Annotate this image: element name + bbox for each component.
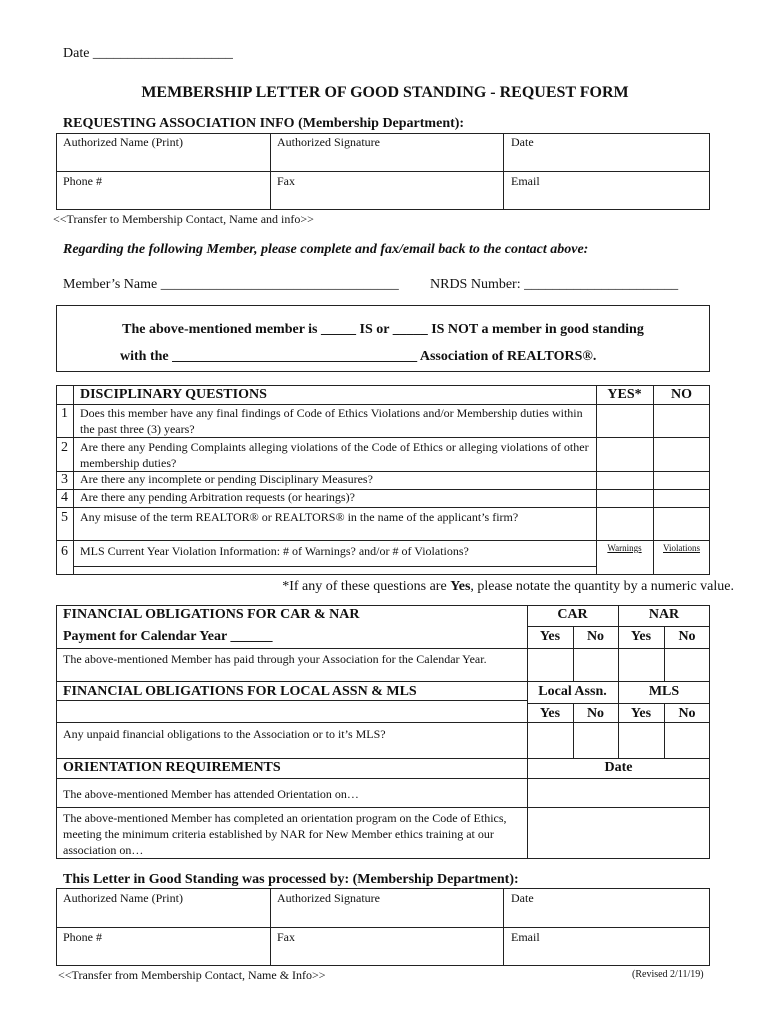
warnings-field[interactable]: Warnings: [607, 543, 642, 553]
local-yes-header: Yes: [539, 706, 561, 721]
orientation-heading: ORIENTATION REQUIREMENTS: [63, 760, 281, 775]
car-column-header: CAR: [557, 607, 588, 622]
email-field[interactable]: Email: [511, 174, 540, 188]
nrds-number-field[interactable]: NRDS Number: ______________________: [430, 277, 679, 292]
good-standing-line-1[interactable]: The above-mentioned member is _____ IS or _____ IS NOT a member in good standing: [122, 322, 644, 337]
good-standing-line-2[interactable]: with the ___________________________________ Association of REALTORS®.: [120, 349, 597, 364]
mls-yes-header: Yes: [630, 706, 652, 721]
local-assn-column-header: Local Assn.: [538, 684, 607, 699]
transfer-from-note: <<Transfer from Membership Contact, Name & Info>>: [58, 968, 326, 982]
question-text: Are there any Pending Complaints alleging violations of the Code of Ethics or alleging violations of other membership duties?: [80, 440, 589, 470]
revised-date: (Revised 2/11/19): [632, 969, 704, 980]
question-number: 3: [61, 472, 68, 487]
phone-field[interactable]: Phone #: [63, 174, 102, 188]
mls-no-header: No: [678, 706, 696, 721]
nar-no-header: No: [678, 629, 696, 644]
processed-by-heading: This Letter in Good Standing was processed by: (Membership Department):: [63, 872, 519, 887]
financial-car-nar-heading: FINANCIAL OBLIGATIONS FOR CAR & NAR: [63, 607, 360, 622]
disciplinary-footnote: *If any of these questions are Yes, please notate the quantity by a numeric value.: [282, 579, 734, 594]
processed-date-field[interactable]: Date: [511, 891, 534, 905]
date-field[interactable]: Date: [511, 135, 534, 149]
question-text: Are there any incomplete or pending Disciplinary Measures?: [80, 472, 373, 486]
authorized-signature-field[interactable]: Authorized Signature: [277, 135, 380, 149]
processed-email-field[interactable]: Email: [511, 930, 540, 944]
car-no-header: No: [586, 629, 605, 644]
question-number: 6: [61, 544, 68, 559]
attended-orientation-text: The above-mentioned Member has attended Orientation on…: [63, 787, 359, 801]
member-name-field[interactable]: Member’s Name __________________________________: [63, 277, 399, 292]
processed-authorized-signature-field[interactable]: Authorized Signature: [277, 891, 380, 905]
form-title: MEMBERSHIP LETTER OF GOOD STANDING - REQUEST FORM: [141, 84, 629, 101]
no-column-header: NO: [671, 387, 692, 402]
question-text: MLS Current Year Violation Information: # of Warnings? and/or # of Violations?: [80, 544, 469, 558]
payment-calendar-year-field[interactable]: Payment for Calendar Year ______: [63, 629, 273, 644]
question-number: 5: [61, 510, 68, 525]
disciplinary-heading: DISCIPLINARY QUESTIONS: [80, 387, 267, 402]
question-number: 1: [61, 406, 68, 421]
regarding-instruction: Regarding the following Member, please complete and fax/email back to the contact above:: [63, 242, 589, 257]
question-text: Are there any pending Arbitration requests (or hearings)?: [80, 490, 355, 504]
transfer-note: <<Transfer to Membership Contact, Name and info>>: [53, 212, 314, 226]
yes-column-header: YES*: [607, 387, 642, 402]
processed-phone-field[interactable]: Phone #: [63, 930, 102, 944]
question-text: Does this member have any final findings of Code of Ethics Violations and/or Membership duties within the past three (3) years?: [80, 406, 583, 436]
unpaid-obligations-text: Any unpaid financial obligations to the Association or to it’s MLS?: [63, 727, 386, 741]
car-yes-header: Yes: [539, 629, 561, 644]
date-line[interactable]: Date ____________________: [63, 46, 233, 61]
ethics-orientation-text: The above-mentioned Member has completed an orientation program on the Code of Ethics, meeting the minimum criteria established by NAR for New Member ethics training at our association on…: [63, 811, 507, 857]
question-text: Any misuse of the term REALTOR® or REALTORS® in the name of the applicant’s firm?: [80, 510, 519, 524]
violations-field[interactable]: Violations: [663, 543, 700, 553]
requesting-heading: REQUESTING ASSOCIATION INFO (Membership Department):: [63, 116, 465, 131]
local-no-header: No: [586, 706, 605, 721]
processed-authorized-name-field[interactable]: Authorized Name (Print): [63, 891, 183, 905]
nar-yes-header: Yes: [630, 629, 652, 644]
orientation-date-header: Date: [604, 760, 633, 775]
financial-local-mls-heading: FINANCIAL OBLIGATIONS FOR LOCAL ASSN & MLS: [63, 684, 417, 699]
question-number: 2: [61, 440, 68, 455]
fax-field[interactable]: Fax: [277, 174, 295, 188]
authorized-name-field[interactable]: Authorized Name (Print): [63, 135, 183, 149]
processed-fax-field[interactable]: Fax: [277, 930, 295, 944]
question-number: 4: [61, 490, 68, 505]
mls-column-header: MLS: [648, 684, 680, 699]
nar-column-header: NAR: [648, 607, 680, 622]
paid-through-text: The above-mentioned Member has paid through your Association for the Calendar Year.: [63, 652, 487, 666]
